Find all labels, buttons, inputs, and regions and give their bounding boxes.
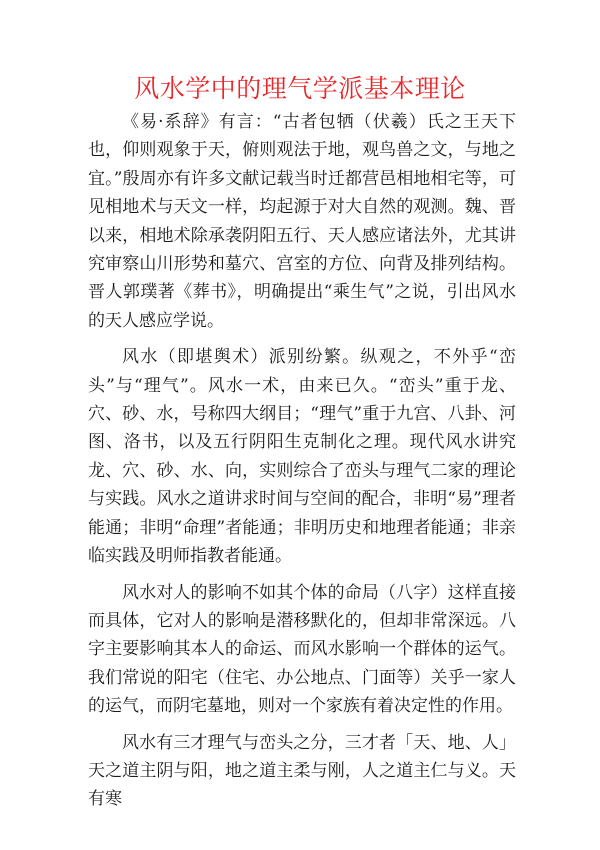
- paragraph: 风水（即堪舆术）派别纷繁。纵观之，不外乎“峦头”与“理气”。风水一术，由来已久。“峦头”重于龙、穴、砂、水，号称四大纲目；“理气”重于九宫、八卦、河图、洛书，以及五行阴阳生克制化之理。现代风水讲究龙、穴、砂、水、向，实则综合了峦头与理气二家的理论与实践。风水之道讲求时间与空间的配合，非明“易”理者能通；非明“命理”者能通；非明历史和地理者能通；非亲临实践及明师指教者能通。: [88, 347, 516, 567]
- paragraph: 风水对人的影响不如其个体的命局（八字）这样直接而具体，它对人的影响是潜移默化的，但却非常深远。八字主要影响其本人的命运、而风水影响一个群体的运气。我们常说的阳宅（住宅、办公地点、门面等）关乎一家人的运气，而阴宅墓地，则对一个家族有着决定性的作用。: [88, 582, 516, 717]
- paragraph: 《易·系辞》有言：“古者包牺（伏羲）氏之王天下也，仰则观象于天，俯则观法于地，观鸟兽之文，与地之宜。”殷周亦有许多文献记载当时迁都营邑相地相宅等，可见相地术与天文一样，均起源于对大自然的观测。魏、晋以来，相地术除承袭阴阳五行、天人感应诸法外，尤其讲究审察山川形势和墓穴、宫室的方位、向背及排列结构。晋人郭璞著《葬书》，明确提出“乘生气”之说，引出风水的天人感应学说。: [88, 112, 516, 331]
- document-title: 风水学中的理气学派基本理论: [134, 74, 466, 103]
- document-body: [88, 108, 516, 822]
- paragraph: 风水有三才理气与峦头之分，三才者「天、地、人」天之道主阴与阳，地之道主柔与刚，人之道主仁与义。天有寒: [88, 732, 516, 810]
